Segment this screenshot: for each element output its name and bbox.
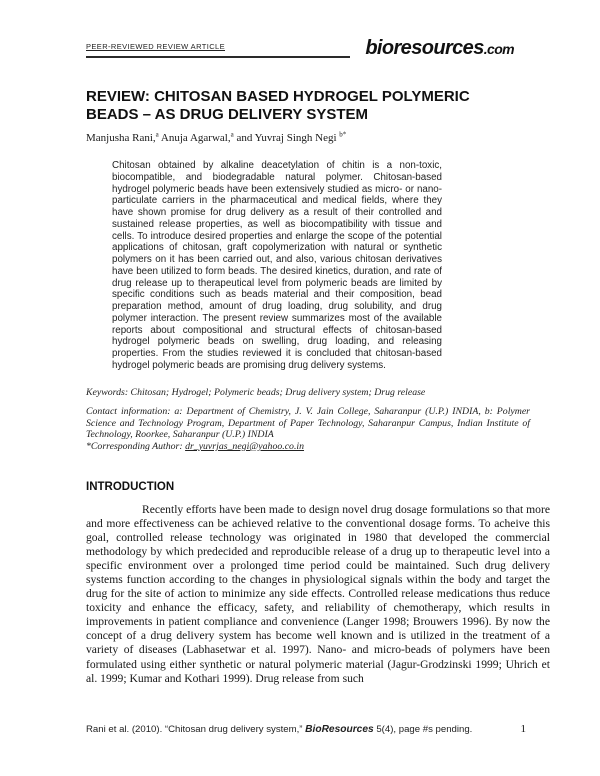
author-affiliation-sup: a (230, 130, 234, 139)
contact-affiliations: Contact information: a: Department of Chemistry, J. V. Jain College, Saharanpur (U.P.) INDIA, b: Polymer Science and Technology Program, Department of Paper Technology, Saharanpur Campus, Indian Institute of Technology, Roorkee, Saharanpur (U.P.) INDIA (86, 406, 530, 441)
authors-line (86, 132, 548, 144)
title-line-1: REVIEW: CHITOSAN BASED HYDROGEL POLYMERIC (86, 88, 470, 105)
contact-info (86, 406, 530, 452)
corresponding-author-label: *Corresponding Author: (86, 440, 186, 452)
introduction-paragraph: Recently efforts have been made to design novel drug dosage formulations so that more and more effectiveness can be achieved relative to the conventional dosage forms. To acheive this goal, controlled release technology was originated in 1980 that developed the commercial methodology by which predecided and reproducible release of a drug up to therapeutic level into a specific environment over a prolonged time period could be maintained. Such drug delivery systems function according to the changes in physiological signals within the body and target the drug for the site of action to minimize any side effects. Controlled release medications thus reduce toxicity and enhance the efficacy, safety, and reliability of chemotherapy, which results in improvements in patient compliance and convenience (Langer 1998; Brouwers 1996). By now the concept of a drug delivery system has become well known and is utilized in the treatment of a variety of diseases (Labhasetwar et al. 1997). Nano- and micro-beads of polymers have been formulated using either synthetic or natural polymeric material (Jagur-Grodzinski 1999; Uhrich et al. 1999; Kumar and Kothari 1999). Drug release from such (86, 503, 550, 685)
page-number: 1 (520, 723, 526, 735)
introduction-heading: INTRODUCTION (86, 481, 175, 493)
author-affiliation-sup: b* (339, 130, 347, 139)
author-name: Manjusha Rani, (86, 132, 156, 144)
author-affiliation-sup: a (155, 130, 159, 139)
journal-name-italic: BioResources (305, 724, 374, 735)
title-line-2: BEADS – AS DRUG DELIVERY SYSTEM (86, 105, 368, 123)
logo-domain: .com (483, 41, 514, 57)
footer-citation (86, 724, 472, 735)
journal-header (86, 36, 514, 58)
author-name: Anuja Agarwal, (158, 132, 231, 144)
logo-name: bioresources (365, 37, 484, 59)
journal-logo (365, 38, 514, 58)
corresponding-author-line (86, 441, 530, 453)
author-name: and Yuvraj Singh Negi (233, 132, 340, 144)
article-type-label: PEER-REVIEWED REVIEW ARTICLE (86, 42, 226, 51)
citation-prefix: Rani et al. (2010). “Chitosan drug delivery system,” (86, 724, 306, 735)
abstract-paragraph: Chitosan obtained by alkaline deacetylation of chitin is a non-toxic, biocompatible, and biodegradable natural polymer. Chitosan-based hydrogel polymeric beads have been extensively studied as micro- or nano-particulate carriers in the pharmaceutical and medical fields, where they have shown promise for drug delivery as a result of their controlled and sustained release properties, as well as biocompatibility with tissue and cells. To introduce desired properties and enlarge the scope of the potential applications of chitosan, graft copolymerization with natural or synthetic polymers on it has been carried out, and also, various chitosan derivatives have been utilized to form beads. The desired kinetics, duration, and rate of drug release up to therapeutical level from polymeric beads are limited by specific conditions such as beads material and their composition, bead preparation method, amount of drug loading, drug solubility, and drug polymer interaction. The present review summarizes most of the available reports about compositional and structural effects of chitosan-based hydrogel polymeric beads on swelling, drug loading, and releasing properties. From the studies reviewed it is concluded that chitosan-based hydrogel polymeric beads are promising drug delivery systems. (112, 160, 442, 371)
header-rule (86, 36, 350, 58)
keywords-line: Keywords: Chitosan; Hydrogel; Polymeric beads; Drug delivery system; Drug release (86, 387, 426, 398)
citation-suffix: 5(4), page #s pending. (373, 724, 473, 735)
article-title (86, 88, 548, 123)
email-link[interactable]: dr_yuvrjas_negi@yahoo.co.in (185, 440, 305, 452)
page-footer (86, 723, 526, 735)
